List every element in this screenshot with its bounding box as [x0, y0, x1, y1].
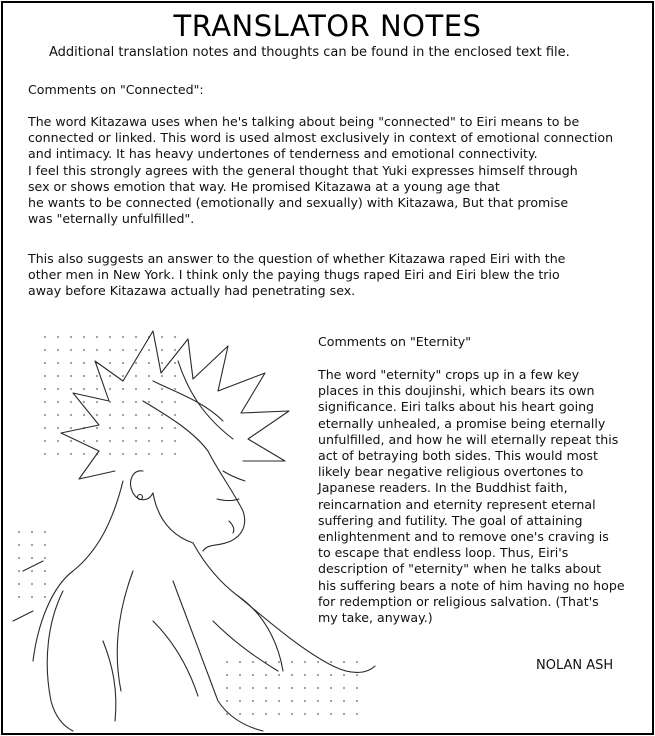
text-line: places in this doujinshi, which bears its own: [318, 383, 595, 399]
connected-paragraph-1: [28, 114, 613, 227]
text-line: to escape that endless loop. Thus, Eiri's: [318, 545, 569, 561]
page-frame: [1, 1, 654, 735]
text-line: reincarnation and eternity represent eternal: [318, 496, 596, 512]
connected-paragraph-2: [28, 251, 565, 300]
text-line: for redemption or religious salvation. (That's: [318, 593, 599, 609]
author-signature: NOLAN ASH: [536, 658, 614, 673]
text-line: enlightenment and to remove one's craving is: [318, 529, 609, 545]
text-line: This also suggests an answer to the question of whether Kitazawa raped Eiri with the: [28, 251, 566, 266]
text-line: description of "eternity" when he talks about: [318, 561, 602, 577]
text-line: connected or linked. This word is used almost exclusively in context of emotional connection: [28, 130, 614, 146]
eternity-paragraph: [318, 367, 625, 626]
text-line: he wants to be connected (emotionally and sexually) with Kitazawa, But that promise: [28, 195, 569, 211]
text-line: I feel this strongly agrees with the general thought that Yuki expresses himself through: [28, 162, 578, 178]
text-line: The word Kitazawa uses when he's talking about being "connected" to Eiri means to be: [28, 114, 580, 129]
text-line: and intimacy. It has heavy undertones of tenderness and emotional connectivity.: [28, 146, 538, 162]
text-line: likely bear negative religious overtones to: [318, 464, 584, 480]
text-line: his suffering bears a note of him having no hope: [318, 577, 625, 593]
eternity-heading: Comments on "Eternity": [318, 334, 472, 349]
text-line: suffering and futility. The goal of attaining: [318, 512, 583, 528]
text-line: unfulfilled, and how he will eternally repeat this: [318, 431, 619, 447]
text-line: significance. Eiri talks about his heart going: [318, 399, 595, 415]
text-line: Japanese readers. In the Buddhist faith,: [318, 480, 568, 496]
text-line: my take, anyway.): [318, 610, 433, 626]
text-line: sex or shows emotion that way. He promised Kitazawa at a young age that: [28, 178, 500, 194]
connected-heading: Comments on "Connected":: [28, 82, 204, 97]
text-line: eternally unhealed, a promise being eternally: [318, 415, 606, 431]
text-line: other men in New York. I think only the paying thugs raped Eiri and Eiri blew the trio: [28, 267, 560, 283]
text-line: was "eternally unfulfilled".: [28, 211, 195, 227]
text-line: away before Kitazawa actually had penetrating sex.: [28, 283, 356, 299]
page-subtitle: Additional translation notes and thoughts can be found in the enclosed text file.: [49, 45, 570, 60]
page-title: TRANSLATOR NOTES: [173, 9, 482, 43]
text-line: The word "eternity" crops up in a few key: [318, 367, 580, 382]
text-line: act of betraying both sides. This would most: [318, 448, 598, 464]
